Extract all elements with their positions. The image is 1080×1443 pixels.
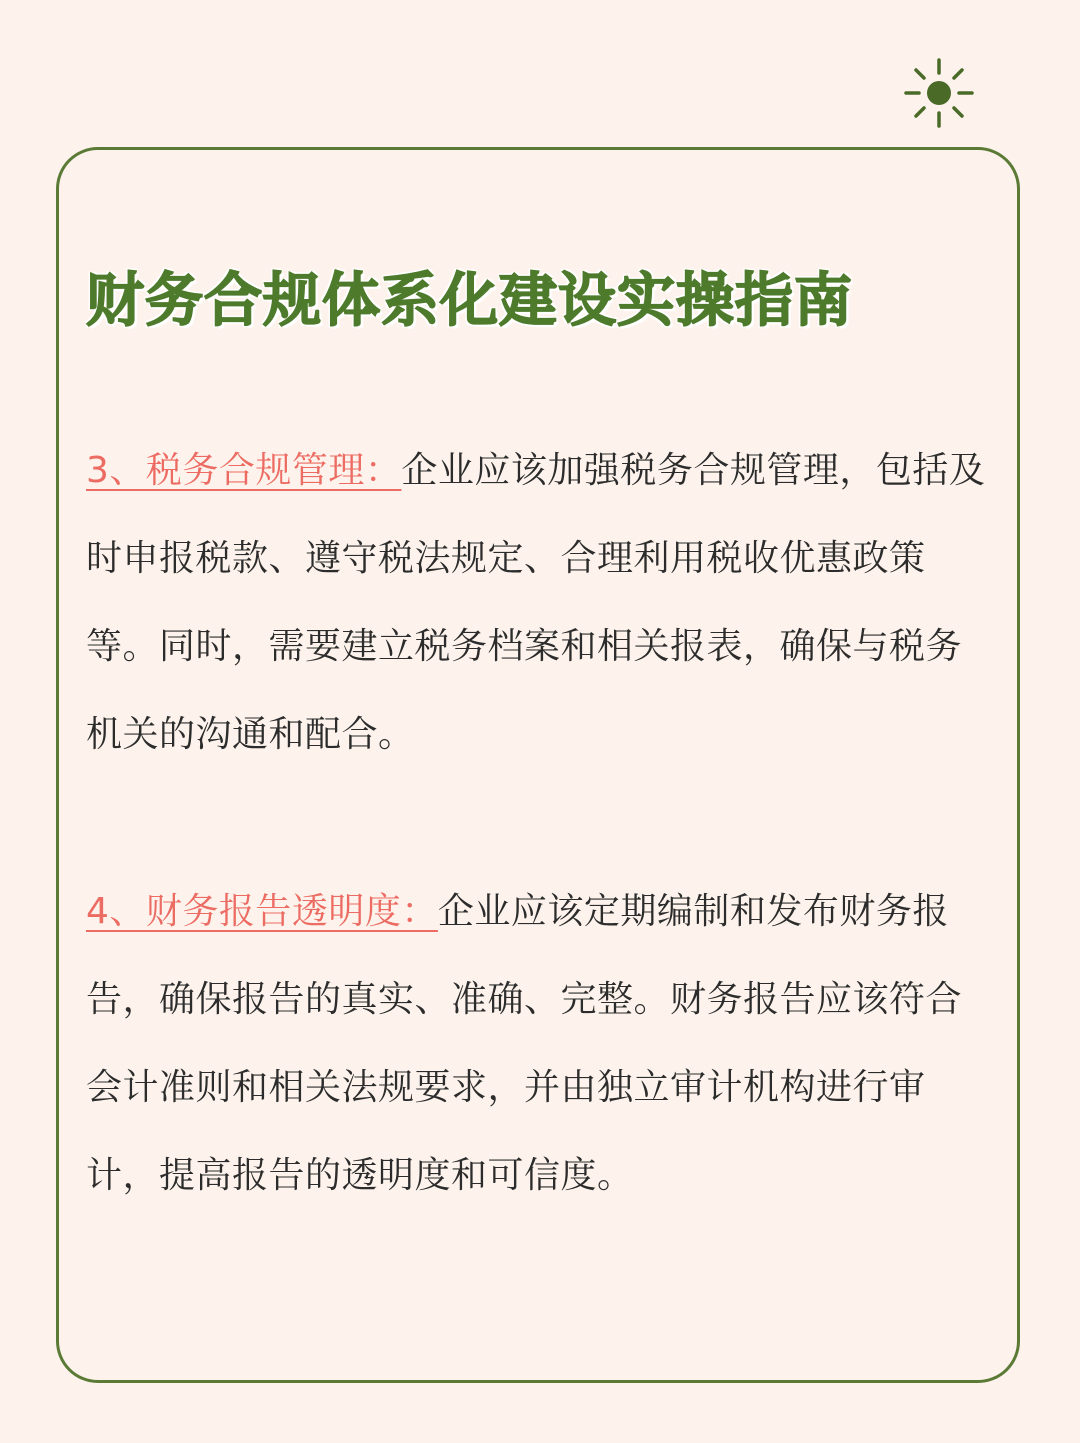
section-heading: 3、税务合规管理： [86, 450, 402, 491]
section-report-transparency [86, 868, 994, 1220]
section-body: 企业应该定期编制和发布财务报告，确保报告的真实、准确、完整。财务报告应该符合会计准则和相关法规要求，并由独立审计机构进行审计，提高报告的透明度和可信度。 [86, 891, 963, 1196]
section-heading: 4、财务报告透明度： [86, 891, 438, 932]
section-tax-compliance [86, 427, 994, 779]
section-body: 企业应该加强税务合规管理，包括及时申报税款、遵守税法规定、合理利用税收优惠政策等。同时，需要建立税务档案和相关报表，确保与税务机关的沟通和配合。 [86, 450, 986, 755]
sun-icon [902, 56, 976, 130]
page-title: 财务合规体系化建设实操指南 [86, 266, 854, 334]
